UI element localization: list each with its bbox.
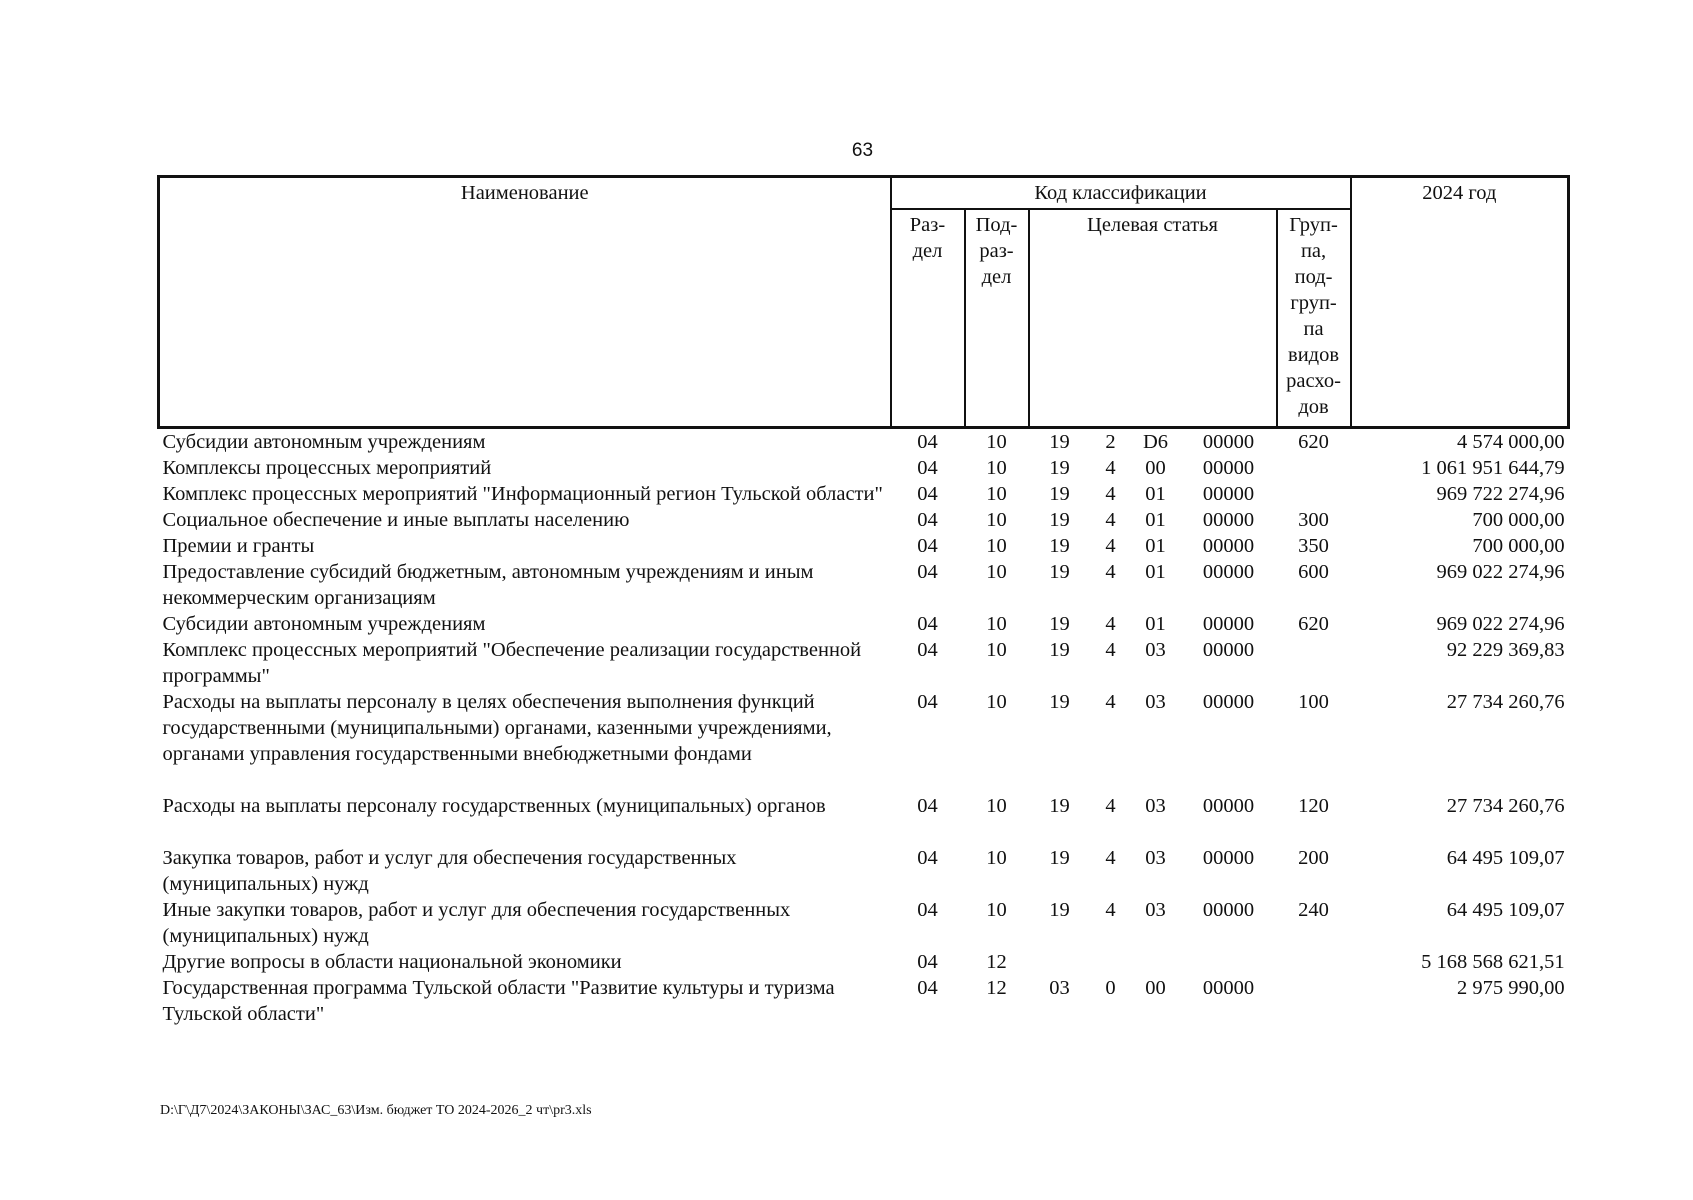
cell-stat-type: 0: [1105, 977, 1116, 999]
cell-razdel: 04: [917, 951, 938, 973]
header-vid: Груп- па, под- груп- па видов расхо- дов: [1277, 209, 1351, 428]
cell-name: Комплекс процессных мероприятий "Обеспечение реализации государственной программы": [162, 639, 862, 687]
cell-vid: 200: [1298, 847, 1329, 869]
cell-sum: 27 734 260,76: [1446, 795, 1565, 817]
cell-razdel: 04: [917, 431, 938, 453]
cell-stat-type: 4: [1105, 639, 1116, 661]
cell-razdel: 04: [917, 457, 938, 479]
cell-razdel: 04: [917, 535, 938, 557]
cell-stat-program: 19: [1049, 691, 1070, 713]
cell-stat-type: 4: [1105, 483, 1116, 505]
cell-stat-type: 4: [1105, 561, 1116, 583]
cell-name: Другие вопросы в области национальной экономики: [162, 951, 622, 973]
cell-stat-program: 19: [1049, 509, 1070, 531]
cell-sum: 969 022 274,96: [1436, 613, 1565, 635]
cell-stat-program: 19: [1049, 847, 1070, 869]
table-row: [159, 507, 1569, 533]
cell-stat-program: 03: [1049, 977, 1070, 999]
cell-podrazdel: 12: [986, 951, 1007, 973]
table-row: [159, 949, 1569, 975]
cell-stat-direction: 00000: [1202, 639, 1255, 661]
cell-podrazdel: 10: [986, 509, 1007, 531]
header-year: 2024 год: [1351, 177, 1569, 428]
table-row: [159, 481, 1569, 507]
cell-stat-type: 4: [1105, 457, 1116, 479]
cell-name: Предоставление субсидий бюджетным, автономным учреждениям и иным некоммерческим организациям: [162, 561, 814, 609]
cell-stat-program: 19: [1049, 639, 1070, 661]
cell-name: Комплексы процессных мероприятий: [162, 457, 492, 479]
cell-vid: [1277, 481, 1351, 507]
cell-stat-structure: 00: [1145, 457, 1166, 479]
table-row: [159, 793, 1569, 845]
cell-sum: 4 574 000,00: [1456, 431, 1565, 453]
cell-vid: [1277, 637, 1351, 689]
cell-razdel: 04: [917, 639, 938, 661]
cell-podrazdel: 10: [986, 561, 1007, 583]
cell-stat-program: 19: [1049, 483, 1070, 505]
cell-stat-program: [1029, 949, 1091, 975]
cell-stat-structure: 03: [1145, 847, 1166, 869]
cell-sum: 969 722 274,96: [1436, 483, 1565, 505]
table-row: [159, 975, 1569, 1027]
cell-name: Иные закупки товаров, работ и услуг для обеспечения государственных (муниципальных) нужд: [162, 899, 791, 947]
cell-podrazdel: 10: [986, 899, 1007, 921]
table-row: [159, 689, 1569, 793]
cell-stat-direction: 00000: [1202, 483, 1255, 505]
table-row: [159, 455, 1569, 481]
cell-vid: 100: [1298, 691, 1329, 713]
table-row: [159, 637, 1569, 689]
cell-stat-type: 4: [1105, 899, 1116, 921]
cell-sum: 700 000,00: [1472, 509, 1565, 531]
cell-podrazdel: 10: [986, 613, 1007, 635]
cell-sum: 1 061 951 644,79: [1421, 457, 1565, 479]
cell-stat-structure: 01: [1145, 509, 1166, 531]
cell-podrazdel: 12: [986, 977, 1007, 999]
cell-razdel: 04: [917, 977, 938, 999]
cell-podrazdel: 10: [986, 457, 1007, 479]
cell-stat-type: 4: [1105, 535, 1116, 557]
footer-file-path: D:\Г\Д7\2024\ЗАКОНЫ\ЗАС_63\Изм. бюджет ТО 2024-2026_2 чт\pr3.xls: [160, 1103, 592, 1118]
cell-podrazdel: 10: [986, 639, 1007, 661]
cell-stat-structure: 00: [1145, 977, 1166, 999]
cell-sum: 64 495 109,07: [1446, 899, 1565, 921]
cell-razdel: 04: [917, 795, 938, 817]
cell-name: Премии и гранты: [162, 535, 315, 557]
table-row: [159, 559, 1569, 611]
cell-vid: 600: [1298, 561, 1329, 583]
cell-stat-program: 19: [1049, 613, 1070, 635]
cell-razdel: 04: [917, 847, 938, 869]
cell-razdel: 04: [917, 691, 938, 713]
cell-stat-program: 19: [1049, 561, 1070, 583]
cell-stat-direction: 00000: [1202, 977, 1255, 999]
cell-razdel: 04: [917, 509, 938, 531]
cell-stat-direction: 00000: [1202, 535, 1255, 557]
cell-vid: [1277, 455, 1351, 481]
cell-podrazdel: 10: [986, 691, 1007, 713]
cell-name: Государственная программа Тульской области "Развитие культуры и туризма Тульской области": [162, 977, 835, 1025]
table-row: [159, 845, 1569, 897]
cell-vid: 350: [1298, 535, 1329, 557]
table-row: [159, 611, 1569, 637]
cell-stat-structure: 01: [1145, 561, 1166, 583]
cell-stat-direction: [1181, 949, 1277, 975]
page-number: 63: [851, 140, 874, 161]
cell-name: Расходы на выплаты персоналу государственных (муниципальных) органов: [162, 795, 826, 817]
cell-stat-direction: 00000: [1202, 899, 1255, 921]
cell-stat-program: 19: [1049, 431, 1070, 453]
cell-podrazdel: 10: [986, 431, 1007, 453]
budget-table: [157, 175, 1570, 1027]
cell-name: Субсидии автономным учреждениям: [162, 613, 486, 635]
table-row: [159, 533, 1569, 559]
cell-name: Расходы на выплаты персоналу в целях обеспечения выполнения функций государственными (муниципальными) органами, казенными учреждениями, органами управления государственными внебюджетными фондами: [162, 691, 832, 765]
header-name: Наименование: [159, 177, 891, 428]
cell-sum: 969 022 274,96: [1436, 561, 1565, 583]
cell-stat-direction: 00000: [1202, 795, 1255, 817]
cell-name: Закупка товаров, работ и услуг для обеспечения государственных (муниципальных) нужд: [162, 847, 737, 895]
table-body: [159, 428, 1569, 1028]
cell-stat-direction: 00000: [1202, 431, 1255, 453]
cell-sum: 700 000,00: [1472, 535, 1565, 557]
cell-vid: 620: [1298, 613, 1329, 635]
cell-vid: 300: [1298, 509, 1329, 531]
cell-podrazdel: 10: [986, 535, 1007, 557]
header-podrazdel: Под- раз- дел: [965, 209, 1029, 428]
header-stat: Целевая статья: [1029, 209, 1277, 428]
cell-name: Субсидии автономным учреждениям: [162, 431, 486, 453]
cell-vid: 240: [1298, 899, 1329, 921]
cell-stat-structure: 03: [1145, 795, 1166, 817]
cell-podrazdel: 10: [986, 483, 1007, 505]
cell-stat-direction: 00000: [1202, 457, 1255, 479]
cell-stat-program: 19: [1049, 535, 1070, 557]
header-code-group: Код классификации: [891, 177, 1351, 210]
cell-vid: 120: [1298, 795, 1329, 817]
cell-razdel: 04: [917, 561, 938, 583]
cell-stat-structure: [1131, 949, 1181, 975]
cell-podrazdel: 10: [986, 847, 1007, 869]
cell-stat-direction: 00000: [1202, 561, 1255, 583]
cell-stat-type: 4: [1105, 613, 1116, 635]
table-row: [159, 428, 1569, 456]
cell-podrazdel: 10: [986, 795, 1007, 817]
cell-razdel: 04: [917, 613, 938, 635]
cell-sum: 2 975 990,00: [1456, 977, 1565, 999]
table-header: [159, 177, 1569, 428]
cell-stat-structure: D6: [1142, 431, 1169, 453]
cell-vid: [1277, 975, 1351, 1027]
cell-sum: 5 168 568 621,51: [1421, 951, 1565, 973]
cell-razdel: 04: [917, 899, 938, 921]
cell-stat-structure: 03: [1145, 899, 1166, 921]
cell-sum: 27 734 260,76: [1446, 691, 1565, 713]
cell-stat-type: 4: [1105, 691, 1116, 713]
cell-vid: [1277, 949, 1351, 975]
cell-stat-type: [1091, 949, 1131, 975]
cell-vid: 620: [1298, 431, 1329, 453]
cell-stat-type: 2: [1105, 431, 1116, 453]
cell-stat-type: 4: [1105, 795, 1116, 817]
header-razdel: Раз- дел: [891, 209, 965, 428]
cell-name: Социальное обеспечение и иные выплаты населению: [162, 509, 630, 531]
cell-stat-direction: 00000: [1202, 691, 1255, 713]
cell-stat-structure: 01: [1145, 535, 1166, 557]
cell-stat-direction: 00000: [1202, 613, 1255, 635]
cell-razdel: 04: [917, 483, 938, 505]
cell-stat-direction: 00000: [1202, 847, 1255, 869]
cell-stat-type: 4: [1105, 847, 1116, 869]
cell-sum: 64 495 109,07: [1446, 847, 1565, 869]
cell-stat-program: 19: [1049, 899, 1070, 921]
cell-stat-structure: 01: [1145, 613, 1166, 635]
cell-stat-direction: 00000: [1202, 509, 1255, 531]
cell-stat-structure: 03: [1145, 639, 1166, 661]
cell-stat-program: 19: [1049, 795, 1070, 817]
cell-stat-structure: 03: [1145, 691, 1166, 713]
cell-stat-structure: 01: [1145, 483, 1166, 505]
cell-stat-program: 19: [1049, 457, 1070, 479]
cell-name: Комплекс процессных мероприятий "Информационный регион Тульской области": [162, 483, 883, 505]
table-row: [159, 897, 1569, 949]
cell-stat-type: 4: [1105, 509, 1116, 531]
cell-sum: 92 229 369,83: [1446, 639, 1565, 661]
